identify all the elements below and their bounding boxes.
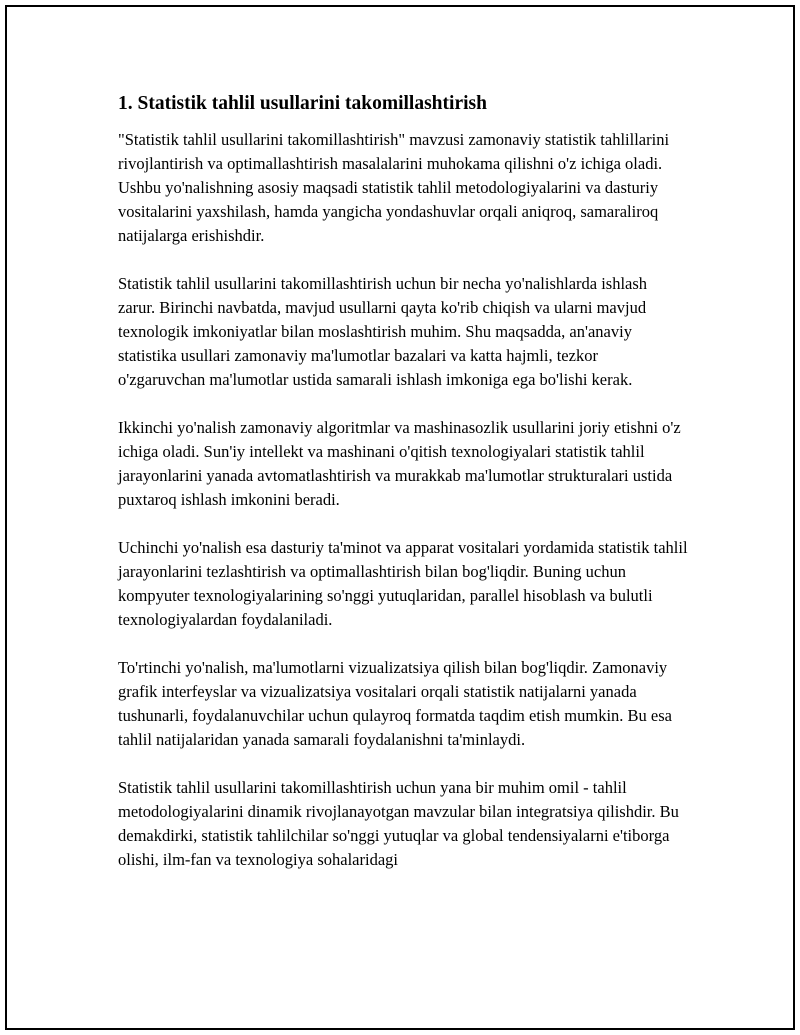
paragraph-6: Statistik tahlil usullarini takomillashtirish uchun yana bir muhim omil - tahlil metodologiyalarini dinamik rivojlanayotgan mavzular bilan integratsiya qilishdir. Bu demakdirki, statistik tahlilchilar so'nggi yutuqlar va global tendensiyalarni e'tiborga olishi, ilm-fan va texnologiya sohalaridagi: [118, 778, 679, 869]
section-heading: 1. Statistik tahlil usullarini takomillashtirish: [118, 93, 487, 114]
paragraph-5: To'rtinchi yo'nalish, ma'lumotlarni vizualizatsiya qilish bilan bog'liqdir. Zamonaviy grafik interfeyslar va vizualizatsiya vositalari orqali statistik natijalarni yanada tushunarli, foydalanuvchilar uchun qulayroq formatda taqdim etish mumkin. Bu esa tahlil natijalaridan yanada samarali foydalanishni ta'minlaydi.: [118, 658, 672, 749]
paragraph-2: Statistik tahlil usullarini takomillashtirish uchun bir necha yo'nalishlarda ishlash zarur. Birinchi navbatda, mavjud usullarni qayta ko'rib chiqish va ularni mavjud texnologik imkoniyatlar bilan moslashtirish muhim. Shu maqsadda, an'anaviy statistika usullari zamonaviy ma'lumotlar bazalari va katta hajmli, tezkor o'zgaruvchan ma'lumotlar ustida samarali ishlash imkoniga ega bo'lishi kerak.: [118, 274, 648, 389]
paragraph-3: Ikkinchi yo'nalish zamonaviy algoritmlar va mashinasozlik usullarini joriy etishni o'z ichiga oladi. Sun'iy intellekt va mashinani o'qitish texnologiyalari statistik tahlil jarayonlarini yanada avtomatlashtirish va murakkab ma'lumotlar strukturalari ustida puxtaroq ishlash imkonini beradi.: [118, 418, 681, 509]
paragraph-1: "Statistik tahlil usullarini takomillashtirish" mavzusi zamonaviy statistik tahlillarini rivojlantirish va optimallashtirish masalalarini muhokama qilishni o'z ichiga oladi. Ushbu yo'nalishning asosiy maqsadi statistik tahlil metodologiyalarini va dasturiy vositalarini yaxshilash, hamda yangicha yondashuvlar orqali aniqroq, samaraliroq natijalarga erishishdir.: [118, 130, 670, 245]
paragraph-4: Uchinchi yo'nalish esa dasturiy ta'minot va apparat vositalari yordamida statistik tahlil jarayonlarini tezlashtirish va optimallashtirish bilan bog'liqdir. Buning uchun kompyuter texnologiyalarining so'nggi yutuqlaridan, parallel hisoblash va bulutli texnologiyalardan foydalaniladi.: [118, 538, 688, 629]
document-body: [118, 90, 688, 896]
